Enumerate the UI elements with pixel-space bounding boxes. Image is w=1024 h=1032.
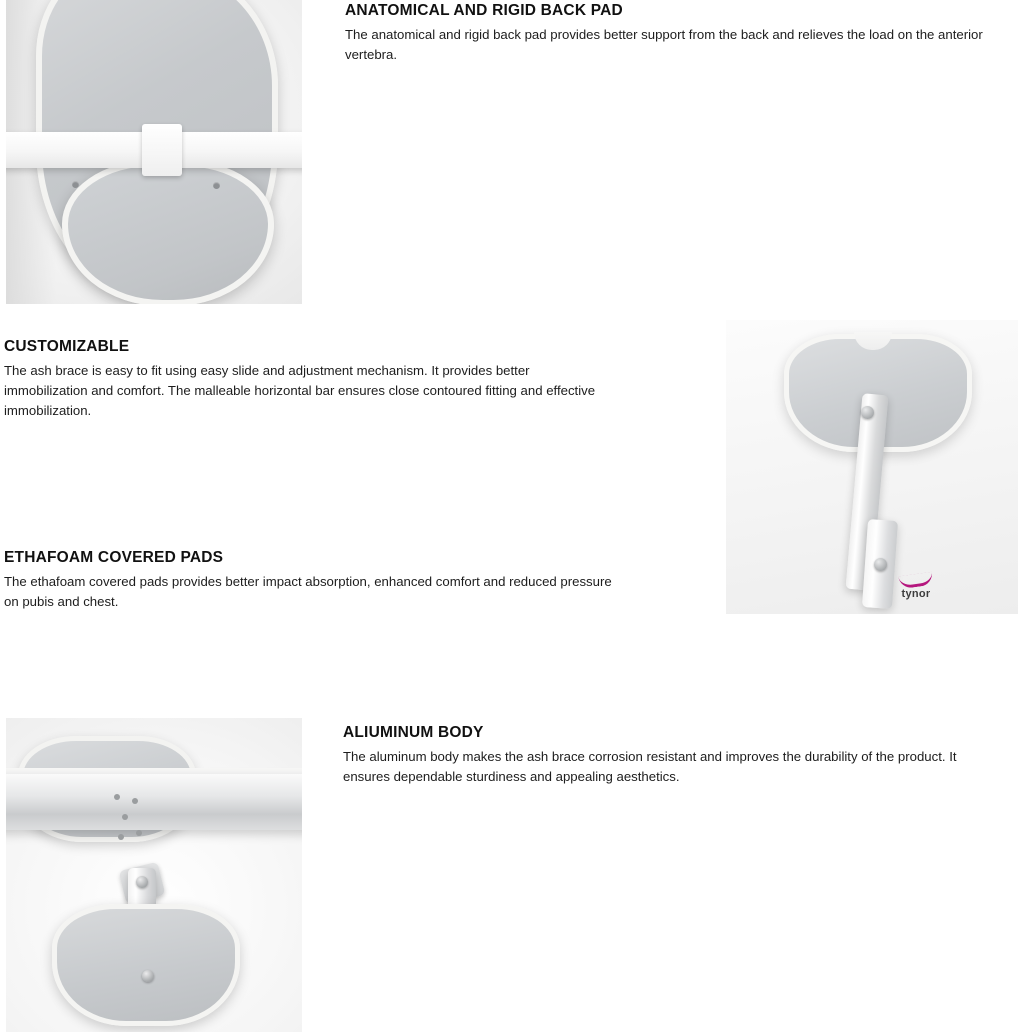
clamp-screw bbox=[142, 970, 154, 982]
perforation bbox=[122, 814, 128, 820]
brand-name: tynor bbox=[901, 588, 931, 600]
tynor-logo bbox=[868, 574, 964, 600]
lower-back-pad-shape bbox=[62, 160, 274, 304]
feature-customizable bbox=[4, 338, 614, 421]
logo-swoosh-icon bbox=[898, 572, 933, 590]
feature-title: ALIUMINUM BODY bbox=[343, 724, 484, 741]
perforation-group bbox=[106, 794, 166, 850]
feature-aliuminum-body bbox=[343, 724, 963, 787]
adjustable-bar-photo bbox=[726, 320, 1018, 614]
adjustment-screw bbox=[874, 558, 887, 571]
perforation bbox=[136, 830, 142, 836]
feature-title: CUSTOMIZABLE bbox=[4, 338, 130, 355]
feature-title: ANATOMICAL AND RIGID BACK PAD bbox=[345, 2, 623, 19]
feature-title: ETHAFOAM COVERED PADS bbox=[4, 549, 224, 566]
rivet bbox=[213, 182, 220, 189]
clamp-screw bbox=[136, 876, 148, 888]
pubis-pad-shape bbox=[52, 904, 240, 1026]
perforation bbox=[132, 798, 138, 804]
full-brace-photo bbox=[6, 718, 302, 1032]
strap-buckle bbox=[142, 124, 182, 176]
perforation bbox=[118, 834, 124, 840]
feature-description: The ethafoam covered pads provides better impact absorption, enhanced comfort and reduced pressure on pubis and chest. bbox=[4, 574, 612, 610]
feature-ethafoam-covered-pads bbox=[4, 549, 619, 612]
feature-description: The ash brace is easy to fit using easy slide and adjustment mechanism. It provides better immobilization and comfort. The malleable horizontal bar ensures close contoured fitting and effective immobilization. bbox=[4, 363, 596, 419]
back-pad-photo bbox=[6, 0, 302, 304]
adjustment-screw bbox=[861, 406, 874, 419]
perforation bbox=[114, 794, 120, 800]
rivet bbox=[72, 181, 79, 188]
feature-anatomical-back-pad bbox=[345, 0, 985, 65]
feature-description: The aluminum body makes the ash brace corrosion resistant and improves the durability of the product. It ensures dependable sturdiness and appealing aesthetics. bbox=[343, 749, 957, 785]
feature-description: The anatomical and rigid back pad provides better support from the back and relieves the load on the anterior vertebra. bbox=[345, 27, 983, 63]
